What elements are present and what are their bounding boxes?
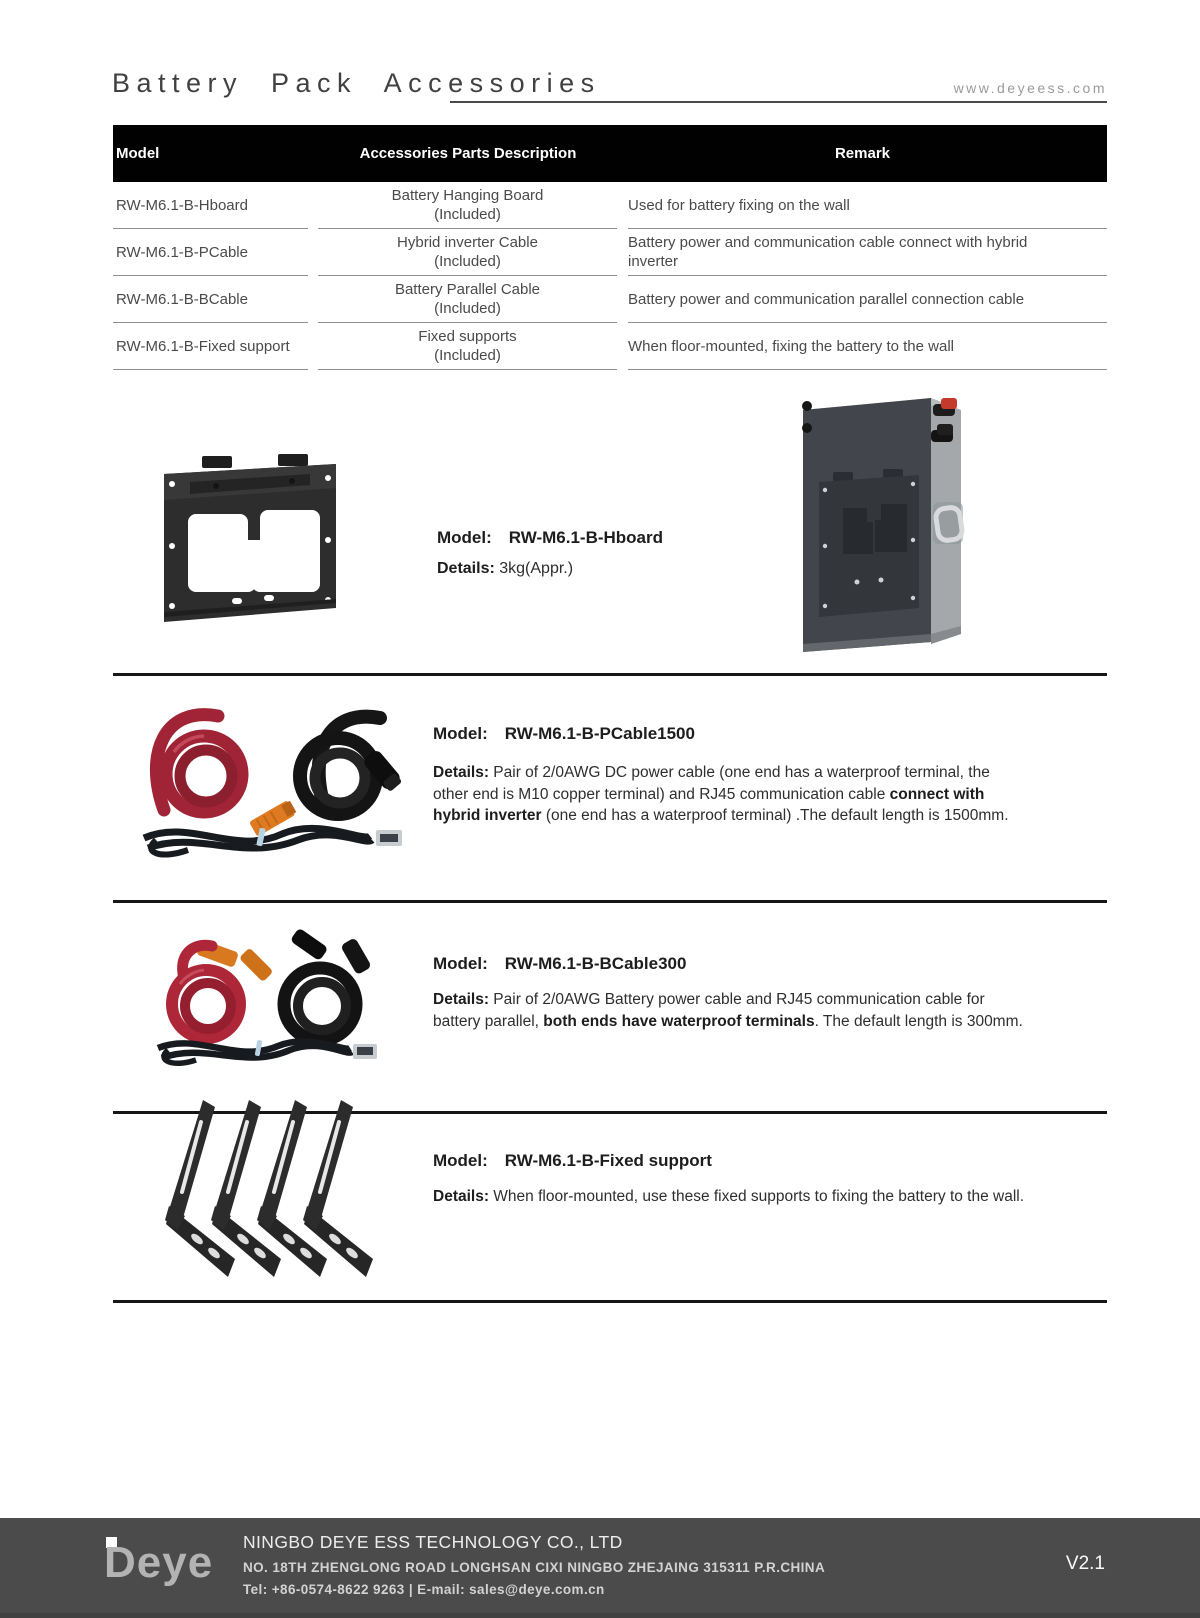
included-note: (Included) xyxy=(434,206,501,223)
deye-logo: Deye xyxy=(104,1538,214,1587)
battery-pack-back-image xyxy=(795,390,981,652)
model-cell: RW-M6.1-B-BCable xyxy=(113,276,308,323)
details-label: Details: xyxy=(433,764,489,781)
model-value: RW-M6.1-B-BCable300 xyxy=(504,954,687,973)
details-text: Pair of 2/0AWG DC power cable (one end has a waterproof terminal, the other end is M10 copper terminal) and RJ45 communication cable connect with hybrid inverter (one end has a waterproof terminal) .The default length is 1500mm. xyxy=(433,764,1009,824)
details-text: When floor-mounted, use these fixed supports to fixing the battery to the wall. xyxy=(489,1188,1025,1205)
remark-cell: When floor-mounted, fixing the battery to the wall xyxy=(628,323,1107,370)
model-value: RW-M6.1-B-Fixed support xyxy=(504,1151,712,1170)
section-divider xyxy=(113,673,1107,676)
model-label: Model: xyxy=(433,724,488,743)
details-paragraph xyxy=(433,1186,1133,1208)
company-name: NINGBO DEYE ESS TECHNOLOGY CO., LTD xyxy=(243,1532,623,1552)
company-contact: Tel: +86-0574-8622 9263 | E-mail: sales@deye.com.cn xyxy=(243,1582,605,1597)
column-header-model: Model xyxy=(116,145,160,162)
section-divider xyxy=(113,900,1107,903)
model-cell: RW-M6.1-B-Hboard xyxy=(113,182,308,229)
included-note: (Included) xyxy=(434,347,501,364)
section-fixed-support-text xyxy=(433,1151,1133,1208)
table-row xyxy=(113,182,1107,229)
company-address: NO. 18TH ZHENGLONG ROAD LONGHSAN CIXI NINGBO ZHEJAING 315311 P.R.CHINA xyxy=(243,1560,826,1575)
hybrid-inverter-cables-image xyxy=(130,690,415,862)
model-line xyxy=(433,1151,1133,1171)
details-paragraph xyxy=(433,989,1023,1032)
model-line xyxy=(437,528,663,548)
model-label: Model: xyxy=(433,1151,488,1170)
table-row xyxy=(113,276,1107,323)
version-label: V2.1 xyxy=(1065,1553,1105,1574)
description-cell xyxy=(318,229,617,276)
model-cell: RW-M6.1-B-PCable xyxy=(113,229,308,276)
remark-cell: Battery power and communication cable connect with hybrid inverter xyxy=(628,229,1107,276)
model-value: RW-M6.1-B-PCable1500 xyxy=(504,724,695,743)
table-row xyxy=(113,323,1107,370)
battery-parallel-cables-image xyxy=(148,916,383,1078)
details-label: Details: xyxy=(433,991,489,1008)
fixed-support-brackets-image xyxy=(163,1098,385,1278)
details-paragraph xyxy=(433,762,1011,827)
section-bcable-text xyxy=(433,954,1023,1032)
part-name: Fixed supports xyxy=(418,328,517,345)
remark-cell: Used for battery fixing on the wall xyxy=(628,182,1107,229)
included-note: (Included) xyxy=(434,253,501,270)
title-underline xyxy=(450,101,1107,103)
table-row xyxy=(113,229,1107,276)
model-label: Model: xyxy=(433,954,488,973)
model-cell: RW-M6.1-B-Fixed support xyxy=(113,323,308,370)
model-value: RW-M6.1-B-Hboard xyxy=(508,528,664,547)
details-line xyxy=(437,560,663,578)
page-title: Battery Pack Accessories xyxy=(112,68,601,98)
battery-hanging-board-image xyxy=(150,450,346,636)
accessories-table-header xyxy=(113,125,1107,182)
model-line xyxy=(433,724,1011,744)
description-cell xyxy=(318,323,617,370)
description-cell xyxy=(318,182,617,229)
section-divider xyxy=(113,1300,1107,1303)
description-cell xyxy=(318,276,617,323)
details-text: Pair of 2/0AWG Battery power cable and RJ45 communication cable for battery parallel, both ends have waterproof terminals. The default length is 300mm. xyxy=(433,991,1023,1030)
part-name: Battery Parallel Cable xyxy=(394,281,541,298)
details-label: Details: xyxy=(433,1188,489,1205)
section-hboard-text xyxy=(437,528,663,578)
column-header-description: Accessories Parts Description xyxy=(359,145,577,162)
remark-cell: Battery power and communication parallel connection cable xyxy=(628,276,1107,323)
part-name: Battery Hanging Board xyxy=(391,187,544,204)
details-label: Details: xyxy=(437,560,495,577)
details-text: 3kg(Appr.) xyxy=(494,560,574,577)
part-name: Hybrid inverter Cable xyxy=(397,234,538,251)
section-pcable-text xyxy=(433,724,1011,827)
model-line xyxy=(433,954,1023,974)
included-note: (Included) xyxy=(434,300,501,317)
column-header-remark: Remark xyxy=(834,145,891,162)
model-label: Model: xyxy=(437,528,492,547)
website-link[interactable]: www.deyeess.com xyxy=(953,80,1107,96)
